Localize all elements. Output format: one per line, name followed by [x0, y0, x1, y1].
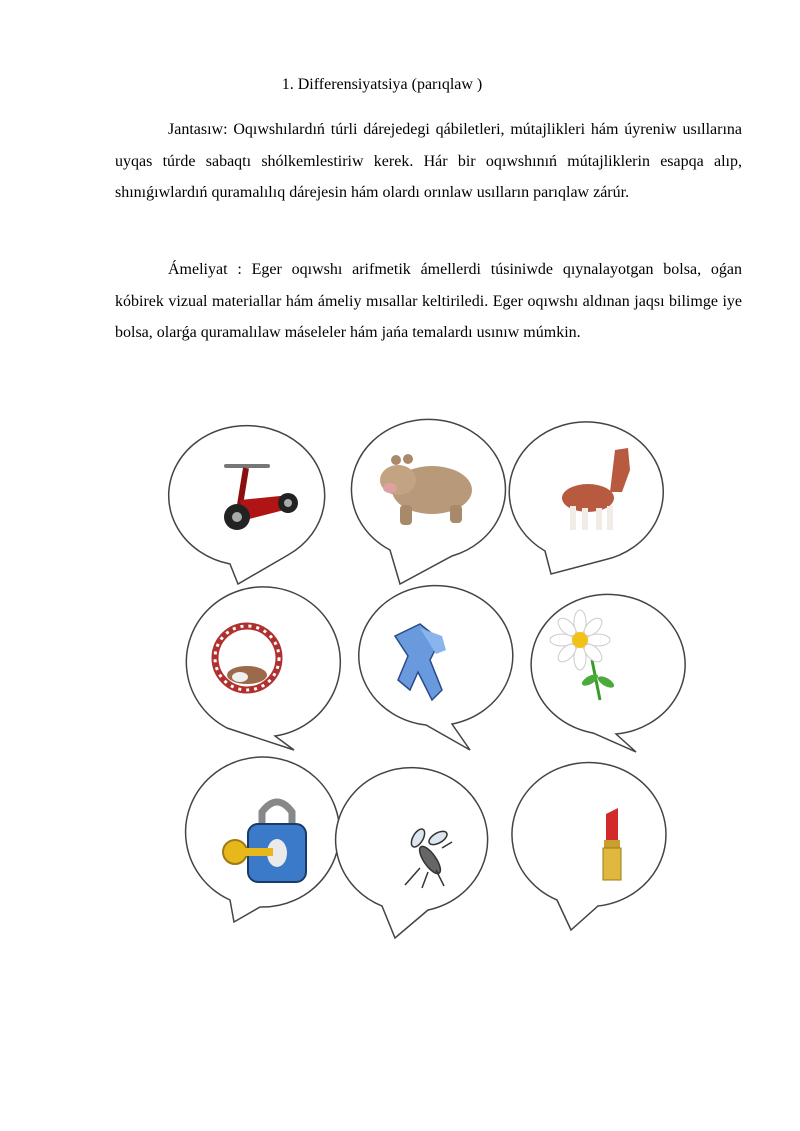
speech-bubbles-grid: [0, 400, 800, 960]
speech-bubble: [512, 762, 666, 930]
paragraph-ameliyat: [115, 254, 742, 349]
section-heading: [0, 76, 800, 94]
speech-bubble: [336, 768, 488, 938]
speech-bubble: [186, 587, 340, 750]
paragraph-text: Ámeliyat : Eger oqıwshı arifmetik ámellerdi túsiniwde qıynalayotgan bolsa, oǵan kóbirek vizual materiallar hám ámeliy mısallar keltiriledi. Eger oqıwshı aldınan jaqsı bilimge iye bolsa, olarǵa quramalılaw máseleler hám jańa temalardı usınıw múmkin.: [115, 261, 742, 341]
speech-bubble: [359, 586, 513, 750]
paragraph-text: Jantasıw: Oqıwshılardıń túrli dárejedegi qábiletleri, mútajlikleri hám úyreniw usıllarına uyqas túrde sabaqtı shólkemlestiriw kerek. Hár bir oqıwshınıń mútajliklerin esapqa alıp, shınıǵıwlardıń quramalılıq dárejesin hám olardı orınlaw usılların parıqlaw zárúr.: [115, 121, 742, 201]
speech-bubble: [531, 594, 685, 752]
heading-text: 1. Differensiyatsiya (parıqlaw ): [281, 76, 483, 93]
paragraph-jantasiw: [115, 114, 742, 209]
